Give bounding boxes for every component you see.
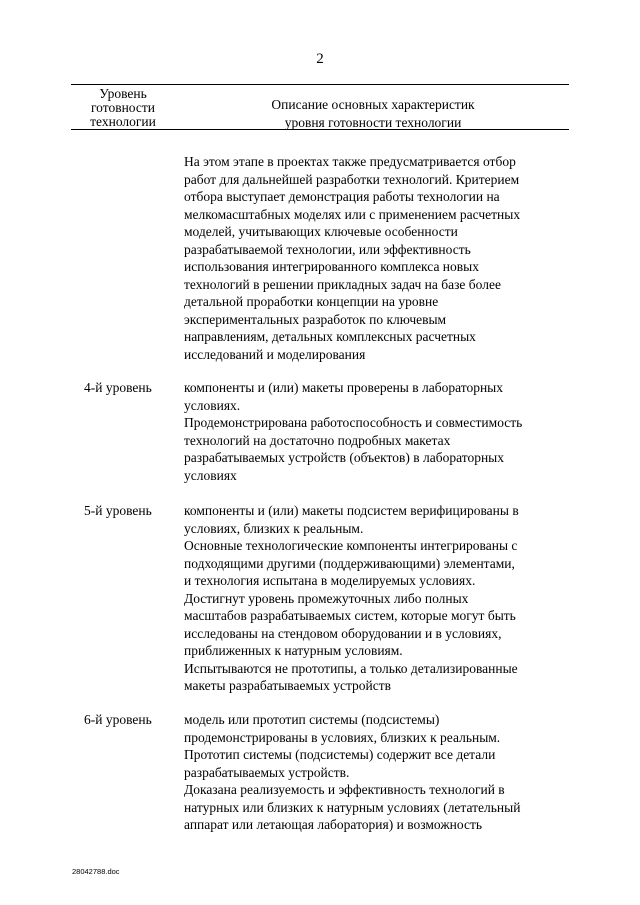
header-level-line: готовности: [90, 100, 156, 115]
description-line: отбора выступает демонстрация работы технологии на: [184, 189, 500, 204]
row-description: [184, 711, 574, 834]
description-line: условиях: [184, 467, 237, 483]
description-line: разрабатываемых устройств (объектов) в лабораторных: [184, 450, 504, 465]
description-line: Продемонстрирована работоспособность и совместимость: [184, 415, 523, 430]
description-line: условиях.: [184, 397, 241, 413]
row-description: [184, 153, 574, 363]
description-line: Доказана реализуемость и эффективность технологий в: [184, 782, 505, 797]
header-level-column: [78, 87, 168, 129]
description-line: аппарат или летающая лаборатория) и возможность: [184, 817, 483, 832]
description-line: компоненты и (или) макеты проверены в лабораторных: [184, 380, 504, 395]
row-level-label: 5-й уровень: [84, 503, 152, 518]
header-description-column: [186, 96, 560, 131]
description-line: технологий в решении прикладных задач на базе более: [184, 276, 501, 292]
description-line: работ для дальнейшей разработки технологий. Критерием: [184, 171, 520, 187]
description-line: масштабов разрабатываемых систем, которые могут быть: [184, 608, 516, 623]
description-line: Прототип системы (подсистемы) содержит все детали: [184, 747, 496, 762]
row-level-label: 4-й уровень: [84, 380, 152, 395]
description-line: продемонстрированы в условиях, близких к реальным.: [184, 729, 501, 745]
description-line: приближенных к натурным условиям.: [184, 643, 403, 658]
document-filename: 28042788.doc: [72, 867, 120, 876]
description-line: компоненты и (или) макеты подсистем верифицированы в: [184, 503, 519, 518]
description-line: исследований и моделирования: [184, 346, 366, 362]
description-line: Основные технологические компоненты интегрированы с: [184, 538, 518, 553]
description-line: На этом этапе в проектах также предусматривается отбор: [184, 154, 516, 169]
description-line: исследованы на стендовом оборудовании и в условиях,: [184, 625, 502, 641]
description-line: подходящими другими (поддерживающими) элементами,: [184, 555, 515, 571]
description-line: детальной проработки концепции на уровне: [184, 294, 439, 309]
header-level-line: технологии: [90, 114, 156, 129]
description-line: и технология испытана в моделируемых условиях.: [184, 573, 476, 588]
description-line: натурных или близких к натурным условиях (летательный: [184, 799, 521, 815]
description-line: мелкомасштабных моделях или с применением расчетных: [184, 206, 521, 222]
description-line: условиях, близких к реальным.: [184, 520, 364, 536]
description-line: Достигнут уровень промежуточных либо полных: [184, 590, 469, 606]
row-description: [184, 379, 574, 484]
description-line: разрабатываемых устройств.: [184, 764, 350, 780]
header-description-line: Описание основных характеристик: [271, 97, 475, 112]
description-line: технологий на достаточно подробных макетах: [184, 432, 451, 448]
description-line: Испытываются не прототипы, а только детализированные: [184, 660, 518, 676]
description-line: экспериментальных разработок по ключевым: [184, 311, 447, 327]
description-line: модель или прототип системы (подсистемы): [184, 712, 440, 727]
header-top-rule: [71, 84, 569, 85]
header-bottom-rule: [71, 129, 569, 130]
description-line: разрабатываемой технологии, или эффективность: [184, 241, 471, 257]
page-number: 2: [316, 51, 324, 67]
row-level-label: 6-й уровень: [84, 712, 152, 727]
description-line: моделей, учитывающих ключевые особенности: [184, 224, 458, 239]
header-level-line: Уровень: [99, 86, 147, 101]
description-line: направлениям, детальных комплексных расчетных: [184, 329, 476, 344]
description-line: макеты разрабатываемых устройств: [184, 678, 392, 693]
row-description: [184, 502, 574, 695]
description-line: использования интегрированного комплекса новых: [184, 259, 479, 274]
header-description-line: уровня готовности технологии: [284, 114, 462, 130]
